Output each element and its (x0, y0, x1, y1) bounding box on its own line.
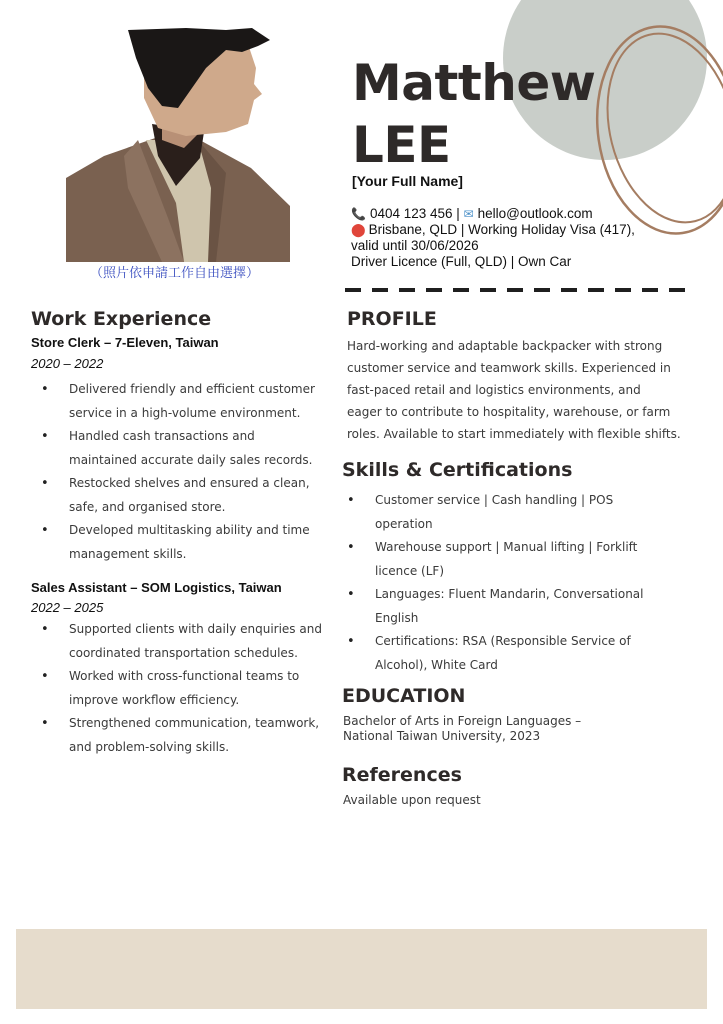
list-item: • Certifications: RSA (Responsible Service of Alcohol), White Card (337, 630, 644, 677)
work-experience-heading: Work Experience (31, 308, 212, 330)
contact-phone-email (351, 206, 593, 222)
first-name: Matthew (352, 54, 596, 112)
last-name: LEE (352, 116, 451, 174)
envelope-icon: ✉ (463, 207, 474, 221)
skills-list (337, 489, 644, 677)
references-heading: References (342, 764, 462, 786)
list-item: • Customer service | Cash handling | POS operation (337, 489, 644, 536)
list-item: • Restocked shelves and ensured a clean, safe, and organised store. (31, 472, 315, 519)
job-1-bullets (31, 378, 315, 566)
job-dates-2: 2022 – 2025 (31, 600, 104, 615)
list-item: • Strengthened communication, teamwork, and problem-solving skills. (31, 712, 322, 759)
list-item: • Worked with cross-functional teams to improve workflow efficiency. (31, 665, 322, 712)
phone-icon: 📞 (351, 207, 366, 221)
dashed-divider (345, 288, 695, 292)
references-text: Available upon request (343, 793, 481, 807)
profile-photo (66, 28, 290, 262)
footer-band (16, 929, 707, 1009)
contact-location (351, 222, 635, 238)
list-item: • Languages: Fluent Mandarin, Conversational English (337, 583, 644, 630)
phone-number: 0404 123 456 | (369, 206, 460, 221)
email-address[interactable]: hello@outlook.com (477, 206, 593, 221)
location-visa: Brisbane, QLD | Working Holiday Visa (417), (368, 222, 635, 237)
education-detail: Bachelor of Arts in Foreign Languages – National Taiwan University, 2023 (343, 714, 582, 743)
visa-validity: valid until 30/06/2026 (351, 238, 479, 253)
photo-caption: （照片依申請工作自由選擇） (90, 265, 260, 280)
list-item: • Handled cash transactions and maintained accurate daily sales records. (31, 425, 315, 472)
job-dates-1: 2020 – 2022 (31, 356, 104, 371)
list-item: • Supported clients with daily enquiries and coordinated transportation schedules. (31, 618, 322, 665)
skills-heading: Skills & Certifications (342, 459, 573, 481)
job-title-1: Store Clerk – 7-Eleven, Taiwan (31, 335, 219, 350)
location-pin-icon: ⬤ (351, 222, 366, 237)
list-item: • Delivered friendly and efficient customer service in a high-volume environment. (31, 378, 315, 425)
list-item: • Developed multitasking ability and time management skills. (31, 519, 315, 566)
driver-licence: Driver Licence (Full, QLD) | Own Car (351, 254, 572, 269)
full-name-placeholder: [Your Full Name] (352, 173, 463, 189)
profile-summary: Hard-working and adaptable backpacker with strong customer service and teamwork skills. Experienced in fast-paced retail and logistics environments, and eager to contribute to hospitality, warehouse, or farm roles. Available to start immediately with flexible shifts. (347, 339, 681, 441)
profile-heading: PROFILE (347, 308, 437, 330)
job-2-bullets (31, 618, 322, 759)
list-item: • Warehouse support | Manual lifting | Forklift licence (LF) (337, 536, 644, 583)
job-title-2: Sales Assistant – SOM Logistics, Taiwan (31, 580, 282, 595)
education-heading: EDUCATION (342, 685, 466, 707)
